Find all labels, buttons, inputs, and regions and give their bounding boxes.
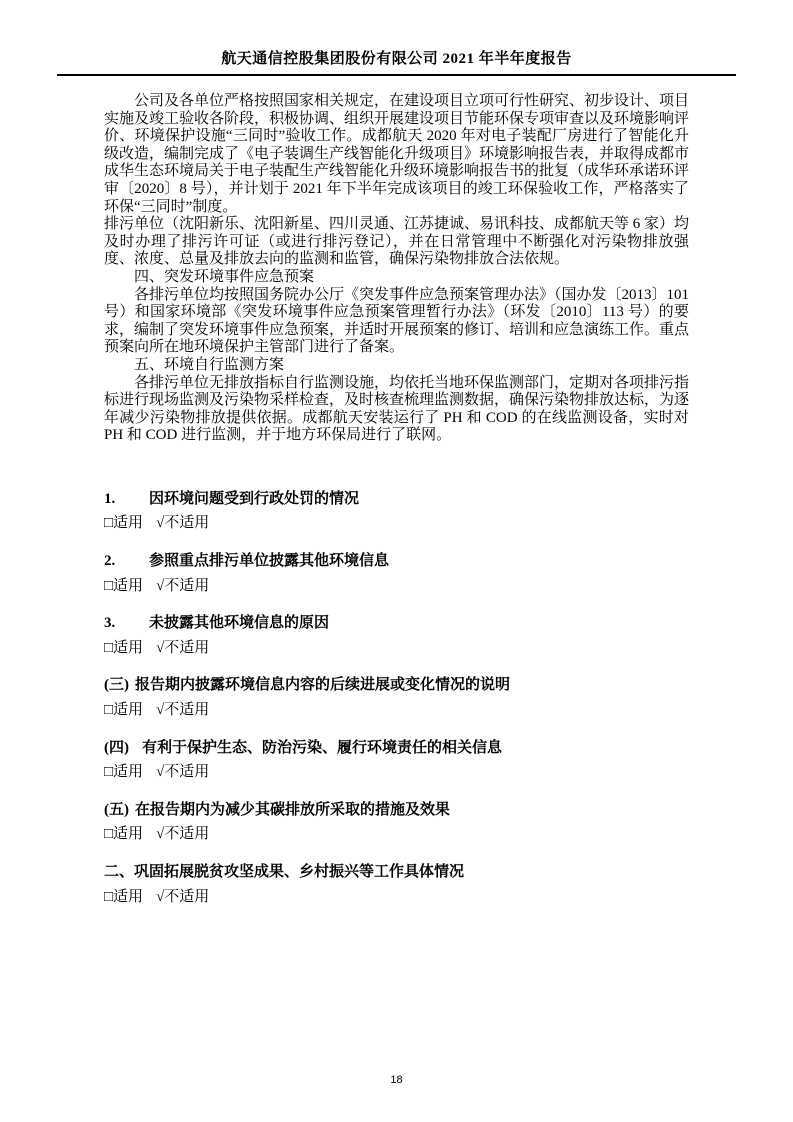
- section-title-row: [104, 864, 689, 882]
- checkbox-not-applicable: √不适用: [156, 515, 210, 532]
- section-title-row: [104, 802, 689, 820]
- checkbox-not-applicable: √不适用: [156, 577, 210, 594]
- applicability-row: [104, 764, 689, 782]
- paragraph-pollutant-permits: 排污单位（沈阳新乐、沈阳新星、四川灵通、江苏捷诚、易讯科技、成都航天等 6 家）均及时办理了排污许可证（或进行排污登记），并在日常管理中不断强化对污染物排放强度、浓度、总量及排放去向的监测和监管，确保污染物排放合法依规。: [104, 216, 690, 268]
- applicability-row: [104, 515, 689, 533]
- section-admin-penalty: [104, 491, 689, 533]
- paragraph-emergency-plan: 各排污单位均按照国务院办公厅《突发事件应急预案管理办法》（国办发〔2013〕101 号）和国家环境部《突发环境事件应急预案管理暂行办法》（环发〔2010〕113 号）的要求，编制了突发环境事件应急预案，并适时开展预案的修订、培训和应急演练工作。重点预案向所在地环境保护主管部门进行了备案。: [104, 286, 690, 356]
- section-title-row: [104, 677, 689, 695]
- checkbox-applicable: □适用: [104, 577, 144, 594]
- section-number: 3.: [104, 615, 116, 632]
- checkbox-applicable: □适用: [104, 826, 144, 843]
- checkbox-applicable: □适用: [104, 888, 144, 905]
- section-title-row: [104, 491, 689, 509]
- section-poverty-alleviation: [104, 864, 689, 906]
- section-title: 在报告期内为减少其碳排放所采取的措施及效果: [135, 801, 451, 818]
- section-title: 参照重点排污单位披露其他环境信息: [149, 553, 390, 570]
- section-carbon-reduction: [104, 802, 689, 844]
- section-title: 报告期内披露环境信息内容的后续进展或变化情况的说明: [135, 677, 511, 694]
- section-eco-protection-info: [104, 740, 689, 782]
- page-number: 18: [390, 1074, 403, 1086]
- section-number: (五): [104, 801, 129, 818]
- paragraph-construction-compliance: 公司及各单位严格按照国家相关规定，在建设项目立项可行性研究、初步设计、项目实施及竣工验收各阶段，积极协调、组织开展建设项目节能环保专项审查以及环境影响评价、环境保护设施“三同时”验收工作。成都航天 2020 年对电子装配厂房进行了智能化升级改造，编制完成了《电子装调生产线智能化升级项目》环境影响报告表，并取得成都市成华生态环境局关于电子装配生产线智能化升级环境影响报告书的批复（成华环承诺环评审〔2020〕8 号），并计划于 2021 年下半年完成该项目的竣工环保验收工作，严格落实了环保“三同时”制度。: [104, 93, 690, 215]
- report-title: 航天通信控股集团股份有限公司 2021 年半年度报告: [221, 51, 572, 67]
- section-non-disclosure-reason: [104, 615, 689, 657]
- section-number: (四): [104, 739, 129, 756]
- checkbox-applicable: □适用: [104, 639, 144, 656]
- applicability-row: [104, 826, 689, 844]
- heading-emergency-plan: 四、突发环境事件应急预案: [134, 268, 315, 285]
- applicability-row: [104, 578, 689, 596]
- checkbox-not-applicable: √不适用: [156, 826, 210, 843]
- section-title: 有利于保护生态、防治污染、履行环境责任的相关信息: [142, 739, 503, 756]
- paragraph-self-monitoring: 各排污单位无排放指标自行监测设施，均依托当地环保监测部门，定期对各项排污指标进行现场监测及污染物采样检查，及时核查梳理监测数据，确保污染物排放达标，为逐年减少污染物排放提供依据。成都航天安装运行了 PH 和 COD 的在线监测设备，实时对 PH 和 COD 进行监测，并于地方环保局进行了联网。: [104, 374, 690, 444]
- checkbox-not-applicable: √不适用: [156, 888, 210, 905]
- checkbox-applicable: □适用: [104, 515, 144, 532]
- section-title: 未披露其他环境信息的原因: [149, 615, 330, 632]
- applicability-row: [104, 889, 689, 907]
- heading-self-monitoring: 五、环境自行监测方案: [134, 356, 285, 373]
- checkbox-applicable: □适用: [104, 764, 144, 781]
- section-title-row: [104, 740, 689, 758]
- section-number: 2.: [104, 553, 116, 570]
- applicability-row: [104, 702, 689, 720]
- checkbox-not-applicable: √不适用: [156, 764, 210, 781]
- section-title-row: [104, 615, 689, 633]
- section-number: 二、: [104, 864, 135, 880]
- section-title: 因环境问题受到行政处罚的情况: [149, 490, 360, 507]
- checkbox-not-applicable: √不适用: [156, 639, 210, 656]
- applicability-row: [104, 640, 689, 658]
- section-title: 巩固拓展脱贫攻坚成果、乡村振兴等工作具体情况: [134, 864, 465, 880]
- checkbox-applicable: □适用: [104, 702, 144, 719]
- sections-list: [104, 491, 689, 906]
- page-header: [57, 0, 736, 76]
- section-number: (三): [104, 677, 129, 694]
- section-follow-up-changes: [104, 677, 689, 719]
- section-number: 1.: [104, 490, 116, 507]
- section-title-row: [104, 553, 689, 571]
- page-content: [104, 93, 689, 906]
- checkbox-not-applicable: √不适用: [156, 702, 210, 719]
- section-key-pollutant-disclosure: [104, 553, 689, 595]
